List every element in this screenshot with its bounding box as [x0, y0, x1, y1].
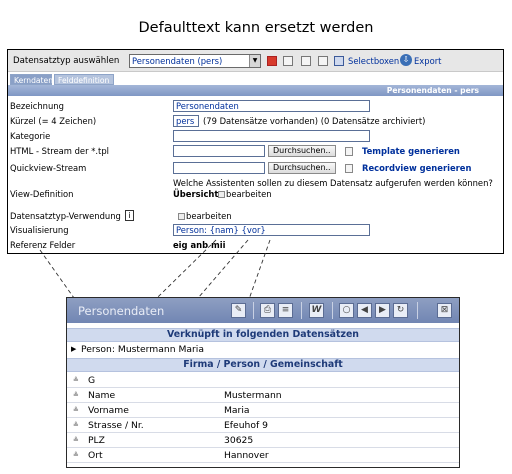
row-verwendung	[8, 210, 503, 224]
selectbox-link[interactable]: Selectboxen	[348, 56, 400, 66]
selectbox-icon[interactable]	[334, 56, 344, 66]
field-icon: ≗	[73, 406, 79, 414]
detail-row	[67, 433, 459, 448]
detail-row-key: Name	[88, 390, 116, 401]
record-detail-panel	[66, 297, 460, 468]
print-icon[interactable]: ⎙	[260, 303, 275, 318]
row-quickview	[8, 162, 503, 176]
field-icon: ≗	[73, 451, 79, 459]
detail-row-value: Mustermann	[224, 390, 282, 401]
detail-row-value: Efeuhof 9	[224, 420, 268, 431]
template-generate-link[interactable]: Template generieren	[362, 146, 460, 156]
detail-row-key: G	[88, 375, 96, 386]
detail-row-key: PLZ	[88, 435, 105, 446]
referenz-label: Referenz Felder	[10, 240, 76, 250]
template-icon	[345, 147, 353, 156]
select-toolbar	[8, 50, 503, 72]
expand-triangle-icon[interactable]: ▶	[71, 345, 77, 353]
detail-row-key: Vorname	[88, 405, 129, 416]
overview-label: Übersicht	[173, 189, 219, 199]
chevron-down-icon[interactable]: ▼	[249, 55, 260, 67]
kuerzel-value: pers	[176, 116, 195, 126]
pencil-icon	[178, 213, 185, 220]
prev-icon[interactable]: ◀	[357, 303, 372, 318]
tab-felddefinition[interactable]: Felddefinition	[54, 74, 114, 85]
bezeichnung-label: Bezeichnung	[10, 101, 64, 111]
detail-row	[67, 388, 459, 403]
view-definition-label: View-Definition	[10, 189, 74, 199]
kategorie-label: Kategorie	[10, 131, 51, 141]
word-icon[interactable]: W	[309, 303, 324, 318]
caption: Defaulttext kann ersetzt werden	[138, 20, 374, 36]
visualisierung-field[interactable]	[173, 224, 370, 236]
kuerzel-label: Kürzel (= 4 Zeichen)	[10, 116, 97, 126]
visualisierung-label: Visualisierung	[10, 225, 69, 235]
toolbar-divider	[253, 302, 254, 319]
field-icon: ≗	[73, 436, 79, 444]
verwendung-label: Datensatztyp-Verwendung	[10, 211, 121, 221]
quickview-field[interactable]	[173, 162, 265, 174]
next-icon[interactable]: ▶	[375, 303, 390, 318]
close-icon[interactable]: ⊠	[437, 303, 452, 318]
row-bezeichnung	[8, 100, 503, 114]
recordview-icon	[345, 164, 353, 173]
record-type-editor	[7, 49, 504, 254]
record-type-select[interactable]	[129, 54, 261, 68]
detail-row-value: Hannover	[224, 450, 269, 461]
new-document-icon[interactable]	[283, 56, 293, 66]
detail-header	[67, 298, 459, 323]
toolbar-divider	[332, 302, 333, 319]
record-icon[interactable]: ○	[339, 303, 354, 318]
save-icon[interactable]	[267, 56, 277, 66]
linked-records-header: Verknüpft in folgenden Datensätzen	[67, 328, 459, 342]
bezeichnung-field[interactable]	[173, 100, 370, 112]
recordview-generate-link[interactable]: Recordview generieren	[362, 163, 472, 173]
kuerzel-info: (79 Datensätze vorhanden) (0 Datensätze archiviert)	[203, 116, 426, 126]
row-visualisierung	[8, 224, 503, 238]
detail-row	[67, 373, 459, 388]
export-link[interactable]: Export	[414, 56, 442, 66]
field-icon: ≗	[73, 376, 79, 384]
referenz-value: eig anb mii	[173, 240, 226, 250]
toolbar-divider	[417, 302, 418, 319]
detail-row-key: Ort	[88, 450, 103, 461]
quickview-browse-button[interactable]: Durchsuchen..	[268, 162, 336, 174]
html-stream-browse-button[interactable]: Durchsuchen..	[268, 145, 336, 157]
quickview-label: Quickview-Stream	[10, 163, 87, 173]
row-view-definition	[8, 178, 503, 208]
linked-record-label: Person: Mustermann Maria	[81, 344, 204, 355]
row-kategorie	[8, 130, 503, 144]
html-stream-label: HTML - Stream der *.tpl	[10, 146, 109, 156]
detail-title: Personendaten	[78, 304, 165, 318]
bezeichnung-value: Personendaten	[176, 101, 239, 111]
select-label: Datensatztyp auswählen	[13, 56, 120, 66]
refresh-icon[interactable]: ↻	[393, 303, 408, 318]
list-icon[interactable]: ≡	[278, 303, 293, 318]
detail-row-value: Maria	[224, 405, 250, 416]
toolbar-divider	[301, 302, 302, 319]
detail-row-value: 30625	[224, 435, 254, 446]
row-html-stream	[8, 145, 503, 159]
export-icon[interactable]: ⇩	[400, 54, 412, 66]
edit-icon[interactable]: ✎	[231, 303, 246, 318]
kategorie-field[interactable]	[173, 130, 370, 142]
delete-document-icon[interactable]	[318, 56, 328, 66]
section-title: Personendaten - pers	[386, 86, 479, 95]
record-type-select-value: Personendaten (pers)	[132, 56, 223, 66]
tab-kerndaten[interactable]: Kerndaten	[10, 74, 52, 85]
visualisierung-value: Person: {nam} {vor}	[176, 225, 266, 235]
view-definition-question: Welche Assistenten sollen zu diesem Datensatz aufgerufen werden können?	[173, 178, 493, 188]
detail-row	[67, 448, 459, 463]
kuerzel-field[interactable]	[173, 115, 199, 127]
section-header	[8, 85, 503, 96]
tab-bar	[8, 72, 503, 85]
view-definition-edit-link[interactable]: bearbeiten	[218, 189, 272, 199]
html-stream-field[interactable]	[173, 145, 265, 157]
group-header: Firma / Person / Gemeinschaft	[67, 358, 459, 372]
detail-row-key: Strasse / Nr.	[88, 420, 144, 431]
field-icon: ≗	[73, 421, 79, 429]
detail-row	[67, 403, 459, 418]
row-referenz	[8, 239, 503, 253]
row-kuerzel	[8, 115, 503, 129]
detail-row	[67, 418, 459, 433]
copy-document-icon[interactable]	[301, 56, 311, 66]
info-icon[interactable]: i	[125, 210, 134, 221]
linked-record-item[interactable]	[67, 343, 459, 357]
field-icon: ≗	[73, 391, 79, 399]
pencil-icon	[218, 191, 225, 198]
verwendung-edit-link[interactable]: bearbeiten	[178, 211, 232, 221]
